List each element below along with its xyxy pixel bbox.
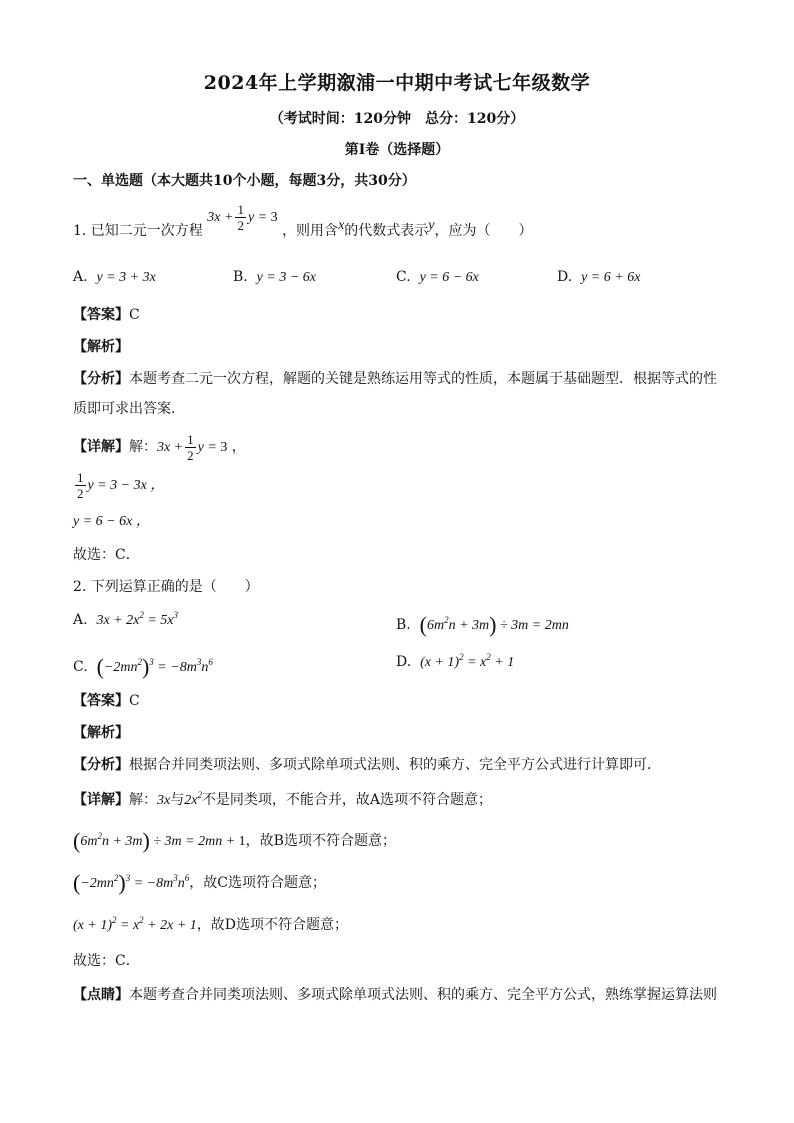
q2-answer: 【答案】C	[73, 693, 140, 709]
q1-equation: 3x + $\frac{1}{2}$ y = 3	[207, 202, 278, 234]
q1-var-x: x	[338, 218, 345, 233]
q2-choose: 故选：C．	[73, 953, 140, 969]
q1-stem-prefix: 1. 已知二元一次方程	[73, 223, 203, 239]
section-heading: 一、单选题（本大题共10个小题，每题3分，共30分）	[73, 173, 416, 189]
q2-analysis-label: 【解析】	[73, 725, 129, 741]
exam-title: 2024年上学期溆浦一中期中考试七年级数学	[203, 72, 591, 94]
volume-heading: 第Ⅰ卷（选择题）	[344, 142, 450, 158]
q2-option-a: A. $3x + 2x^2 = 5x^3$	[73, 610, 179, 628]
q2-detail-line2: $(6m^2n + 3m) \div 3m = 2mn + 1$，故B选项不符合题意；	[73, 828, 396, 853]
q2-comment: 【点睛】本题考查合并同类项法则、多项式除单项式法则、积的乘方、完全平方公式，熟练掌握运算法则	[73, 987, 717, 1003]
q1-detail-step3: y = 6 − 6x ，	[73, 514, 150, 529]
q1-stem-mid2: 的代数式表示	[344, 223, 429, 239]
q2-option-c: C. $(-2mn^2)^3 = -8m^3n^6$	[73, 654, 213, 679]
q1-option-a: A. y = 3 + 3x	[73, 269, 156, 285]
q2-detail-line1: 【详解】解：3x与$2x^2$不是同类项，不能合并，故A选项不符合题意；	[73, 790, 493, 808]
q1-detail-step2: $\frac{1}{2}$ y = 3 − 3x ，	[77, 470, 165, 502]
q1-choose: 故选：C．	[73, 547, 140, 563]
q1-option-c: C. y = 6 − 6x	[396, 269, 479, 285]
q2-analysis: 【分析】根据合并同类项法则、多项式除单项式法则、积的乘方、完全平方公式进行计算即可．	[73, 757, 661, 773]
q1-analysis-line1: 【分析】本题考查二元一次方程，解题的关键是熟练运用等式的性质，本题属于基础题型．根据等式的性	[73, 371, 717, 387]
q1-detail-step1: 【详解】解：3x + $\frac{1}{2}$ y = 3 ，	[73, 432, 246, 464]
q1-option-d: D. y = 6 + 6x	[557, 269, 641, 285]
q2-stem: 2. 下列运算正确的是（ ）	[73, 579, 259, 595]
q2-detail-line3: $(-2mn^2)^3 = -8m^3n^6$，故C选项符合题意；	[73, 870, 326, 895]
exam-subtitle: （考试时间：120分钟 总分：120分）	[269, 111, 525, 127]
q1-stem-suffix: ，应为（ ）	[434, 223, 533, 239]
q1-stem-mid: ，则用含	[282, 223, 339, 239]
q1-analysis-line2: 质即可求出答案．	[73, 401, 185, 417]
q1-answer: 【答案】C	[73, 307, 140, 323]
q1-var-y: y	[428, 218, 435, 233]
q1-option-b: B. y = 3 − 6x	[233, 269, 316, 285]
q2-option-b: B. $(6m^2n + 3m) \div 3m = 2mn$	[396, 612, 569, 637]
q2-detail-line4: $(x + 1)^2 = x^2 + 2x + 1$，故D选项不符合题意；	[73, 915, 349, 933]
q2-option-d: D. $(x + 1)^2 = x^2 + 1$	[396, 652, 515, 670]
q1-analysis-label: 【解析】	[73, 339, 129, 355]
q1-stem	[73, 202, 723, 247]
